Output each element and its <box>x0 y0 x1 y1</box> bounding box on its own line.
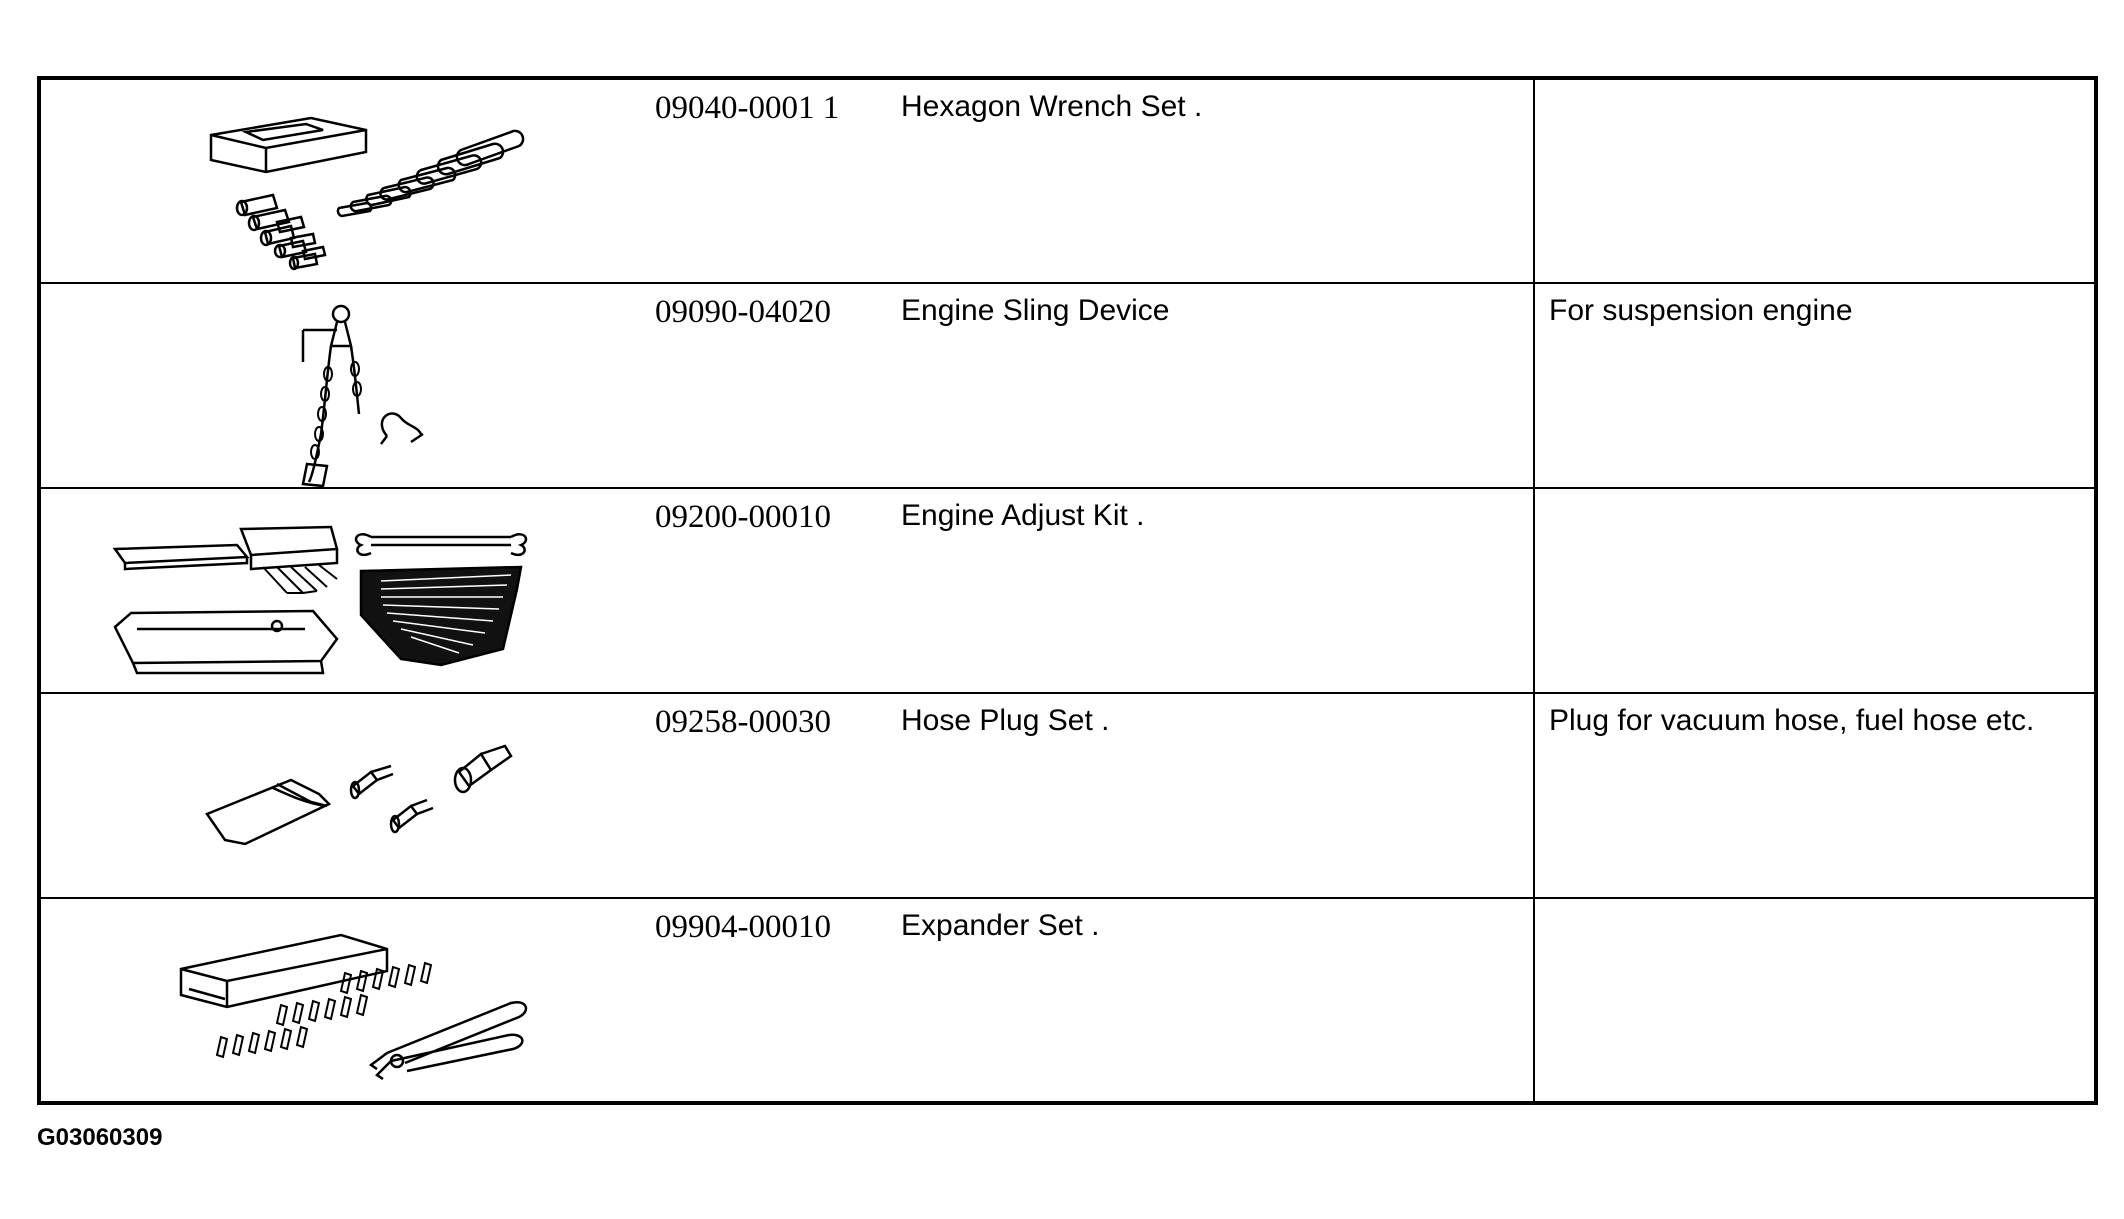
table-row <box>39 488 2096 693</box>
tool-note-cell <box>1534 283 2096 488</box>
part-number: 09200-00010 <box>655 499 831 535</box>
tool-name-cell <box>891 283 1534 488</box>
table-row <box>39 283 2096 488</box>
tool-image-cell <box>39 898 891 1103</box>
figure-code: G03060309 <box>37 1124 163 1151</box>
tool-name-cell <box>891 898 1534 1103</box>
table-row <box>39 78 2096 283</box>
tool-name: Hose Plug Set . <box>901 704 1110 737</box>
hose-plug-set-illustration <box>41 694 621 899</box>
tool-note-cell <box>1534 488 2096 693</box>
tool-name: Hexagon Wrench Set . <box>901 90 1203 123</box>
tool-image-cell <box>39 693 891 898</box>
part-number: 09090-04020 <box>655 294 831 330</box>
expander-set-illustration <box>41 899 621 1104</box>
tool-note-cell <box>1534 898 2096 1103</box>
tool-name: Engine Sling Device <box>901 294 1170 327</box>
special-service-tools-table <box>37 76 2098 1105</box>
tool-name-cell <box>891 488 1534 693</box>
tool-image-cell <box>39 283 891 488</box>
engine-adjust-kit-illustration <box>41 489 621 694</box>
tool-name: Expander Set . <box>901 909 1100 942</box>
tool-note-cell <box>1534 693 2096 898</box>
tool-note: For suspension engine <box>1549 294 1853 327</box>
table-row <box>39 693 2096 898</box>
tool-name-cell <box>891 78 1534 283</box>
table-row <box>39 898 2096 1103</box>
hexagon-wrench-set-illustration <box>41 80 621 285</box>
engine-sling-device-illustration <box>41 284 621 489</box>
part-number: 09040-0001 1 <box>655 90 840 126</box>
tool-image-cell <box>39 488 891 693</box>
part-number: 09904-00010 <box>655 909 831 945</box>
tool-name-cell <box>891 693 1534 898</box>
tool-note: Plug for vacuum hose, fuel hose etc. <box>1549 704 2035 737</box>
tool-image-cell <box>39 78 891 283</box>
tool-name: Engine Adjust Kit . <box>901 499 1145 532</box>
tool-note-cell <box>1534 78 2096 283</box>
part-number: 09258-00030 <box>655 704 831 740</box>
